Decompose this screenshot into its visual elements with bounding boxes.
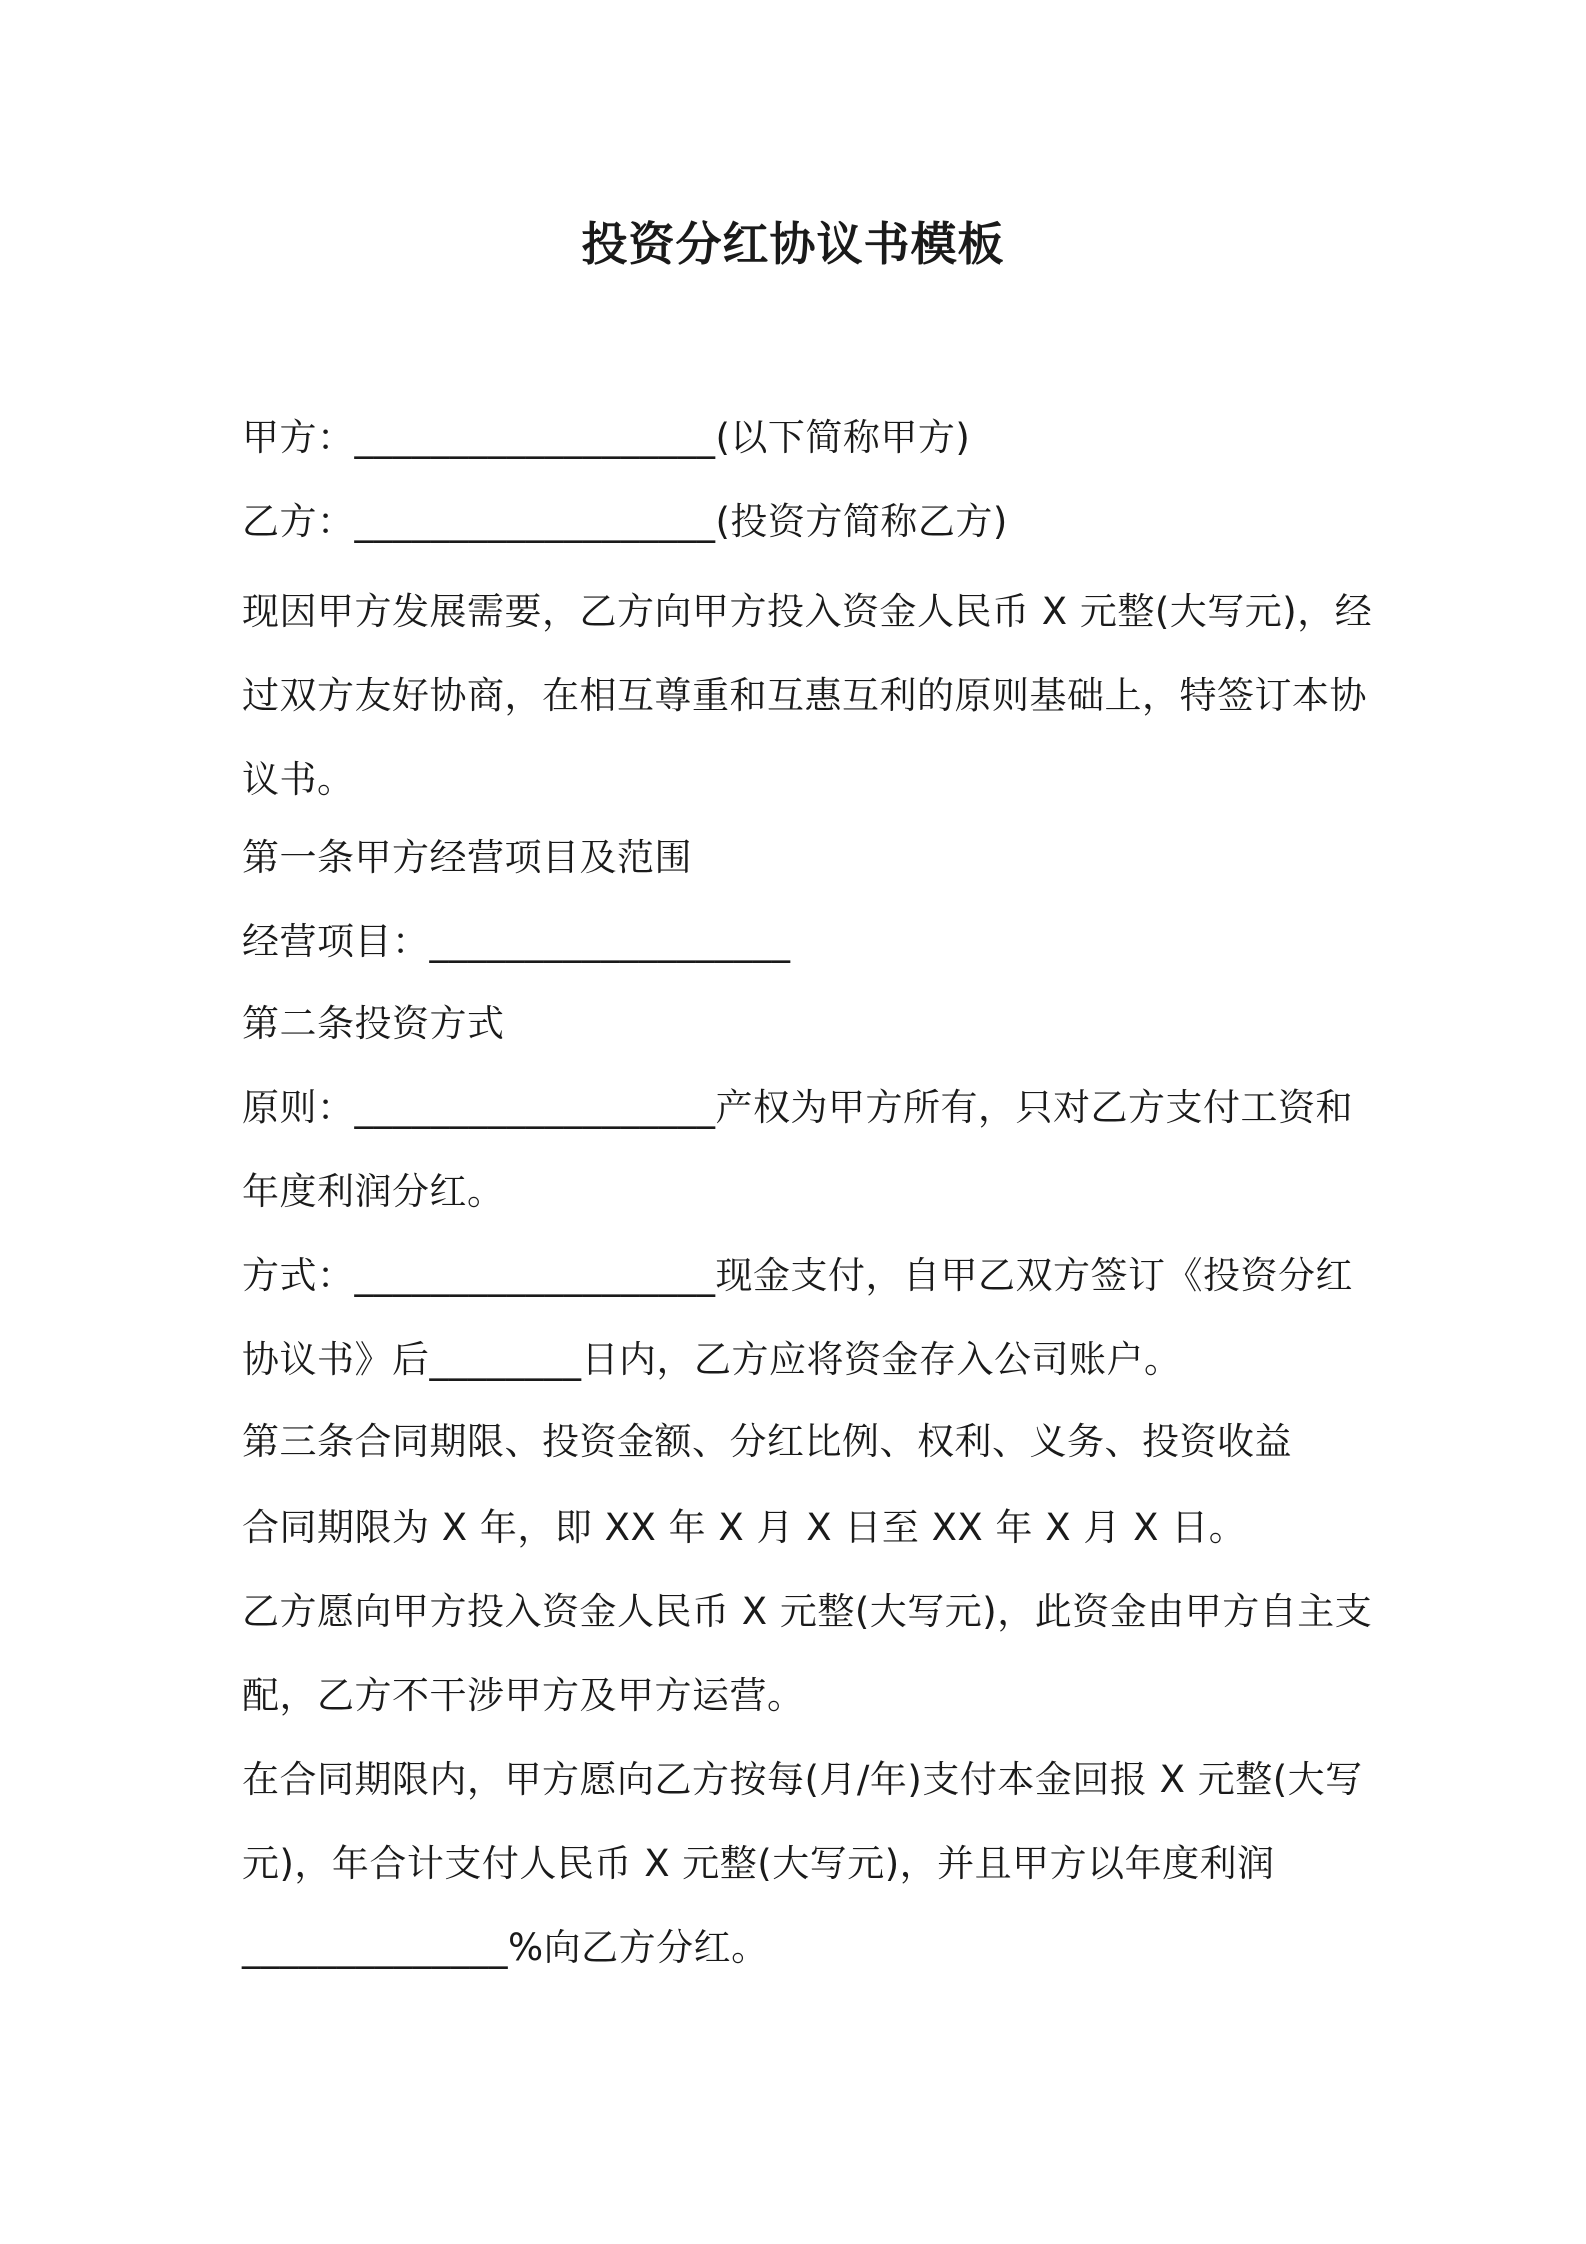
principle-line-1: 原则：___________________产权为甲方所有，只对乙方支付工资和 <box>242 1086 1353 1129</box>
principle-line-2: 年度利润分红。 <box>242 1170 505 1213</box>
article-2-heading: 第二条投资方式 <box>242 1002 505 1045</box>
contract-term-line: 合同期限为 X 年，即 XX 年 X 月 X 日至 XX 年 X 月 X 日。 <box>242 1506 1247 1549</box>
return-line-1: 在合同期限内，甲方愿向乙方按每(月/年)支付本金回报 X 元整(大写 <box>242 1758 1363 1801</box>
preamble-line-3: 议书。 <box>242 758 355 801</box>
article-3-heading: 第三条合同期限、投资金额、分红比例、权利、义务、投资收益 <box>242 1420 1292 1463</box>
dividend-percent-line: ______________%向乙方分红。 <box>242 1926 769 1969</box>
investment-line-2: 配，乙方不干涉甲方及甲方运营。 <box>242 1674 805 1717</box>
party-b-line: 乙方：___________________(投资方简称乙方) <box>242 500 1008 543</box>
return-line-2: 元)，年合计支付人民币 X 元整(大写元)，并且甲方以年度利润 <box>242 1842 1275 1885</box>
preamble-line-1: 现因甲方发展需要，乙方向甲方投入资金人民币 X 元整(大写元)，经 <box>242 590 1373 633</box>
article-1-heading: 第一条甲方经营项目及范围 <box>242 836 692 879</box>
party-a-line: 甲方：___________________(以下简称甲方) <box>242 416 971 459</box>
business-project-line: 经营项目：___________________ <box>242 920 791 963</box>
method-line-1: 方式：___________________现金支付，自甲乙双方签订《投资分红 <box>242 1254 1353 1297</box>
document-title: 投资分红协议书模板 <box>581 217 1005 271</box>
investment-line-1: 乙方愿向甲方投入资金人民币 X 元整(大写元)，此资金由甲方自主支 <box>242 1590 1373 1633</box>
method-line-2: 协议书》后________日内，乙方应将资金存入公司账户。 <box>242 1338 1182 1381</box>
preamble-line-2: 过双方友好协商，在相互尊重和互惠互利的原则基础上，特签订本协 <box>242 674 1367 717</box>
